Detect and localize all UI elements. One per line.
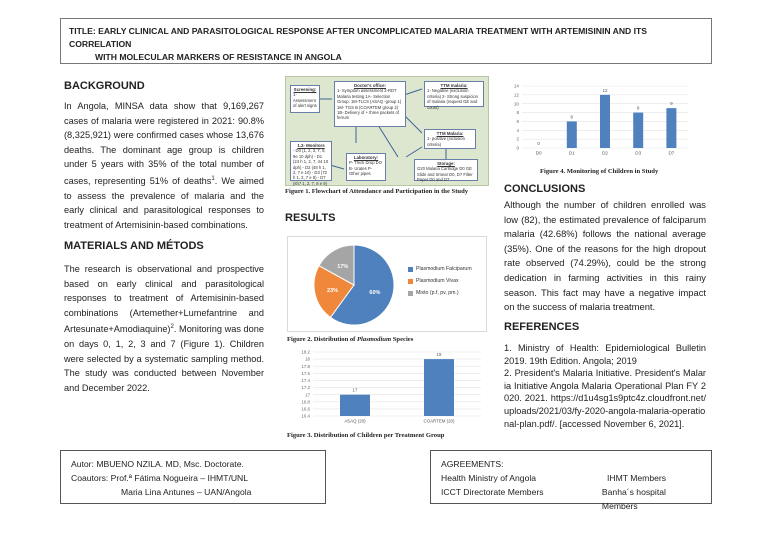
flow-monitor	[290, 141, 332, 186]
background-text-b: . We aimed to assess the prevalence of malaria and the early clinical and parasitological responses to treatment of Artemisinin-based combinations.	[64, 176, 264, 230]
references-list	[504, 342, 706, 430]
flow-ttm-title: TTM malaria:	[440, 83, 468, 88]
background-text	[64, 99, 264, 232]
bar-4	[666, 108, 676, 148]
flow-ttm-pos	[424, 129, 476, 149]
y-tick-label: 8	[516, 110, 519, 116]
methods-sup: 2	[170, 324, 174, 331]
bar-1	[567, 121, 577, 148]
flow-ttm2-title: TTM Malaria:	[436, 131, 464, 136]
flow-screening-body: 1- Assessment of alert signs	[293, 92, 317, 109]
legend-vivax-label: Plasmodium Vivax	[416, 278, 459, 284]
authors-box	[60, 450, 326, 504]
y-tick-label: 12	[513, 92, 519, 98]
agreements-heading: AGREEMENTS:	[441, 459, 504, 469]
flow-screening-title: Screening:	[293, 87, 317, 92]
x-tick-label: D3	[635, 150, 642, 156]
y-tick-label: 4	[516, 127, 519, 133]
y-tick-label: 18.2	[301, 349, 310, 355]
x-tick-label: D7	[668, 150, 675, 156]
legend-mixto	[408, 287, 472, 299]
y-tick-label: 14	[513, 83, 519, 89]
bar-1	[424, 359, 454, 416]
bar-3	[633, 113, 643, 148]
author-line: Autor: MBUENO NZILA. MD, Msc. Doctorate.	[71, 459, 244, 469]
pie-legend	[408, 263, 472, 299]
conclusions-text: Although the number of children enrolled was low (82), the estimated prevalence of falciparum malaria (42.68%) follows the national average (35%). One of the reasons for the high dropout rate observed (74.29%), could be the strong dedication in farming activities in this rainy season. This fact may have a negative impact on the success of malaria treatment.	[504, 199, 706, 313]
flow-storage	[414, 159, 478, 181]
y-tick-label: 17	[305, 392, 310, 398]
y-tick-label: 6	[516, 119, 519, 125]
bar-value-label: 18	[436, 352, 442, 358]
pie-chart-frame	[287, 236, 487, 332]
fig2-caption-b: Species	[391, 336, 414, 343]
agreement-1: Health Ministry of Angola	[441, 473, 537, 483]
x-tick-label: D2	[602, 150, 608, 156]
bar-value-label: 17	[352, 387, 358, 393]
flow-monitor-title: 1.2- Monitors	[297, 143, 325, 148]
y-tick-label: 2	[516, 136, 519, 142]
agreement-2: IHMT Members	[607, 473, 667, 483]
conclusions-heading: CONCLUSIONS	[504, 183, 586, 195]
bar-2	[600, 95, 610, 148]
fig2-caption-italic: Plasmodium	[357, 336, 392, 343]
figure-2-caption	[287, 336, 413, 343]
pie-label-1: 23%	[327, 287, 339, 294]
y-tick-label: 16.6	[301, 406, 310, 412]
legend-swatch	[408, 279, 413, 284]
background-heading: BACKGROUND	[64, 80, 145, 92]
flow-screening	[290, 85, 320, 113]
x-tick-label: COARTEM (20)	[423, 418, 455, 424]
y-tick-label: 18	[305, 356, 310, 362]
flow-storage-title: Storage:	[437, 161, 455, 166]
figure-4-caption: Figure 4. Monitoring of Children in Study	[540, 168, 659, 175]
agreement-3: ICCT Directorate Members	[441, 487, 544, 497]
flow-ttm-neg	[424, 81, 484, 110]
agreements-row-1	[441, 471, 701, 485]
background-sup: 1	[211, 175, 215, 182]
references-heading: REFERENCES	[504, 321, 580, 333]
results-heading: RESULTS	[285, 212, 336, 224]
flow-doctor	[334, 81, 406, 127]
y-tick-label: 10	[513, 101, 519, 107]
pie-label-2: 17%	[337, 264, 349, 271]
title-line-2: WITH MOLECULAR MARKERS OF RESISTANCE IN ANGOLA	[95, 52, 342, 62]
reference-2: 2. President's Malaria Initiative. President's Malaria Initiative Angola Malaria Operational Plan FY 2020. 2021. https://d1u4sg1s9ptc4z.cloudfront.net/uploads/2021/03/fy-2020-angola-malaria-operational-plan.pdf/. [accessed November 6, 2021].	[504, 368, 706, 429]
bar-value-label: 6	[570, 114, 574, 120]
legend-swatch	[408, 267, 413, 272]
legend-falciparum-label: Plasmodium Falciparum	[416, 266, 472, 272]
y-tick-label: 17.6	[301, 370, 310, 376]
background-text-a: In Angola, MINSA data show that 9,169,267 cases of malaria were registered in 2021: 90.8% (8,325,921) were confirmed cases whose 13,676 deaths. The dominant age group is children under 5 years with 35% of the total number of cases, representing 51% of deaths	[64, 101, 264, 187]
methods-heading: MATERIALS AND MÉTODS	[64, 240, 204, 252]
bar-0	[340, 395, 370, 416]
methods-text	[64, 262, 264, 395]
flow-ttm2-body: 1- positive (inclusion criteria)	[427, 136, 465, 147]
methods-text-a: The research is observational and prospective based on early clinical and parasitological responses to treatment of Artemisinin-based combinations (Artemether+Lumefantrine and Artesunate+Amodiaquine)	[64, 264, 264, 335]
y-tick-label: 17.2	[301, 385, 310, 391]
reference-1: 1. Ministry of Health: Epidemiological Bulletin 2019. 19th Edition. Angola; 2019	[504, 343, 706, 366]
flow-storage-body: G20 Malaria Cartridge D0 GE Slide and Smear D0, D7 Filter Paper D0 and D7	[417, 166, 473, 183]
bar-chart-monitoring	[504, 78, 694, 166]
flow-doctor-body: 1- Symptom assessment 2-RDT Malaria testing 1A- Selection Group: 1M-TLCS (ASAQ -group 1) 1M- TGS B (COARTEM group 2) 1B- Delivery of + three packets of ferrum	[337, 88, 402, 121]
title-line-1: TITLE: EARLY CLINICAL AND PARASITOLOGICAL RESPONSE AFTER UNCOMPLICATED MALARIA TREATMENT WITH ARTEMISININ AND ITS CORRELATION	[69, 26, 648, 49]
bar-chart-treatment-groups	[287, 346, 487, 430]
flowchart	[285, 76, 489, 186]
y-tick-label: 16.4	[301, 413, 310, 419]
legend-swatch	[408, 291, 413, 296]
flow-lab	[346, 153, 386, 181]
figure-1-caption: Figure 1. Flowchart of Attendance and Participation in the Study	[285, 188, 469, 195]
legend-falciparum	[408, 263, 472, 275]
x-tick-label: D1	[568, 150, 575, 156]
flow-monitor-body: - D0 (1, 2, 3, 7, 8, 9e 10 dph) - D1 (24 h 1, 2, 7, 44 10 dph) - D2 (48 h 1, 2, 7 e 10) - D3 (72 h 1, 2, 7 e 8) - D7 (sh7 1, 2, 7, 8 e 9)	[293, 148, 329, 186]
agreements-box	[430, 450, 712, 511]
legend-mixto-label: Mixto (p.f, pv, pm.)	[416, 290, 459, 296]
agreements-row-2	[441, 485, 701, 513]
methods-text-b: . Monitoring was done on days 0, 1, 2, 3 and 7 (Figure 1). Children were selected by a systematic sampling method. The study was conducted between November and December 2022.	[64, 324, 264, 393]
flow-lab-title: Laboratory:	[353, 155, 379, 160]
poster-title	[60, 18, 712, 64]
coauthors-line: Coautors: Prof.ª Fátima Nogueira – IHMT/UNL	[71, 473, 249, 483]
bar-value-label: 8	[636, 105, 640, 111]
y-tick-label: 17.4	[301, 378, 310, 384]
x-tick-label: ASAQ (20)	[344, 418, 366, 424]
pie-chart	[296, 241, 414, 329]
figure-3-caption: Figure 3. Distribution of Children per Treatment Group	[287, 432, 445, 439]
y-tick-label: 0	[516, 145, 519, 151]
fig2-caption-a: Figure 2. Distribution of	[287, 336, 358, 343]
bar-value-label: 12	[602, 87, 608, 93]
flow-ttm-body: 1- Negative (exclusion criteria) 2- Strong suspicion of malaria (request GE and count)	[427, 88, 478, 110]
flow-lab-body: P- Thick Drop DO B- Urates P- Other pipes	[349, 160, 382, 177]
bar-value-label: 0	[537, 141, 540, 146]
legend-vivax	[408, 275, 472, 287]
flow-doctor-title: Doctor's office:	[353, 83, 387, 88]
x-tick-label: D0	[535, 150, 542, 156]
bar-value-label: 9	[670, 101, 673, 107]
agreement-4: Banha´s hospital Members	[601, 487, 666, 511]
y-tick-label: 17.8	[301, 363, 310, 369]
coauthor-line-2: Maria Lina Antunes – UAN/Angola	[121, 487, 252, 497]
pie-label-0: 60%	[369, 289, 381, 296]
y-tick-label: 16.8	[301, 399, 310, 405]
